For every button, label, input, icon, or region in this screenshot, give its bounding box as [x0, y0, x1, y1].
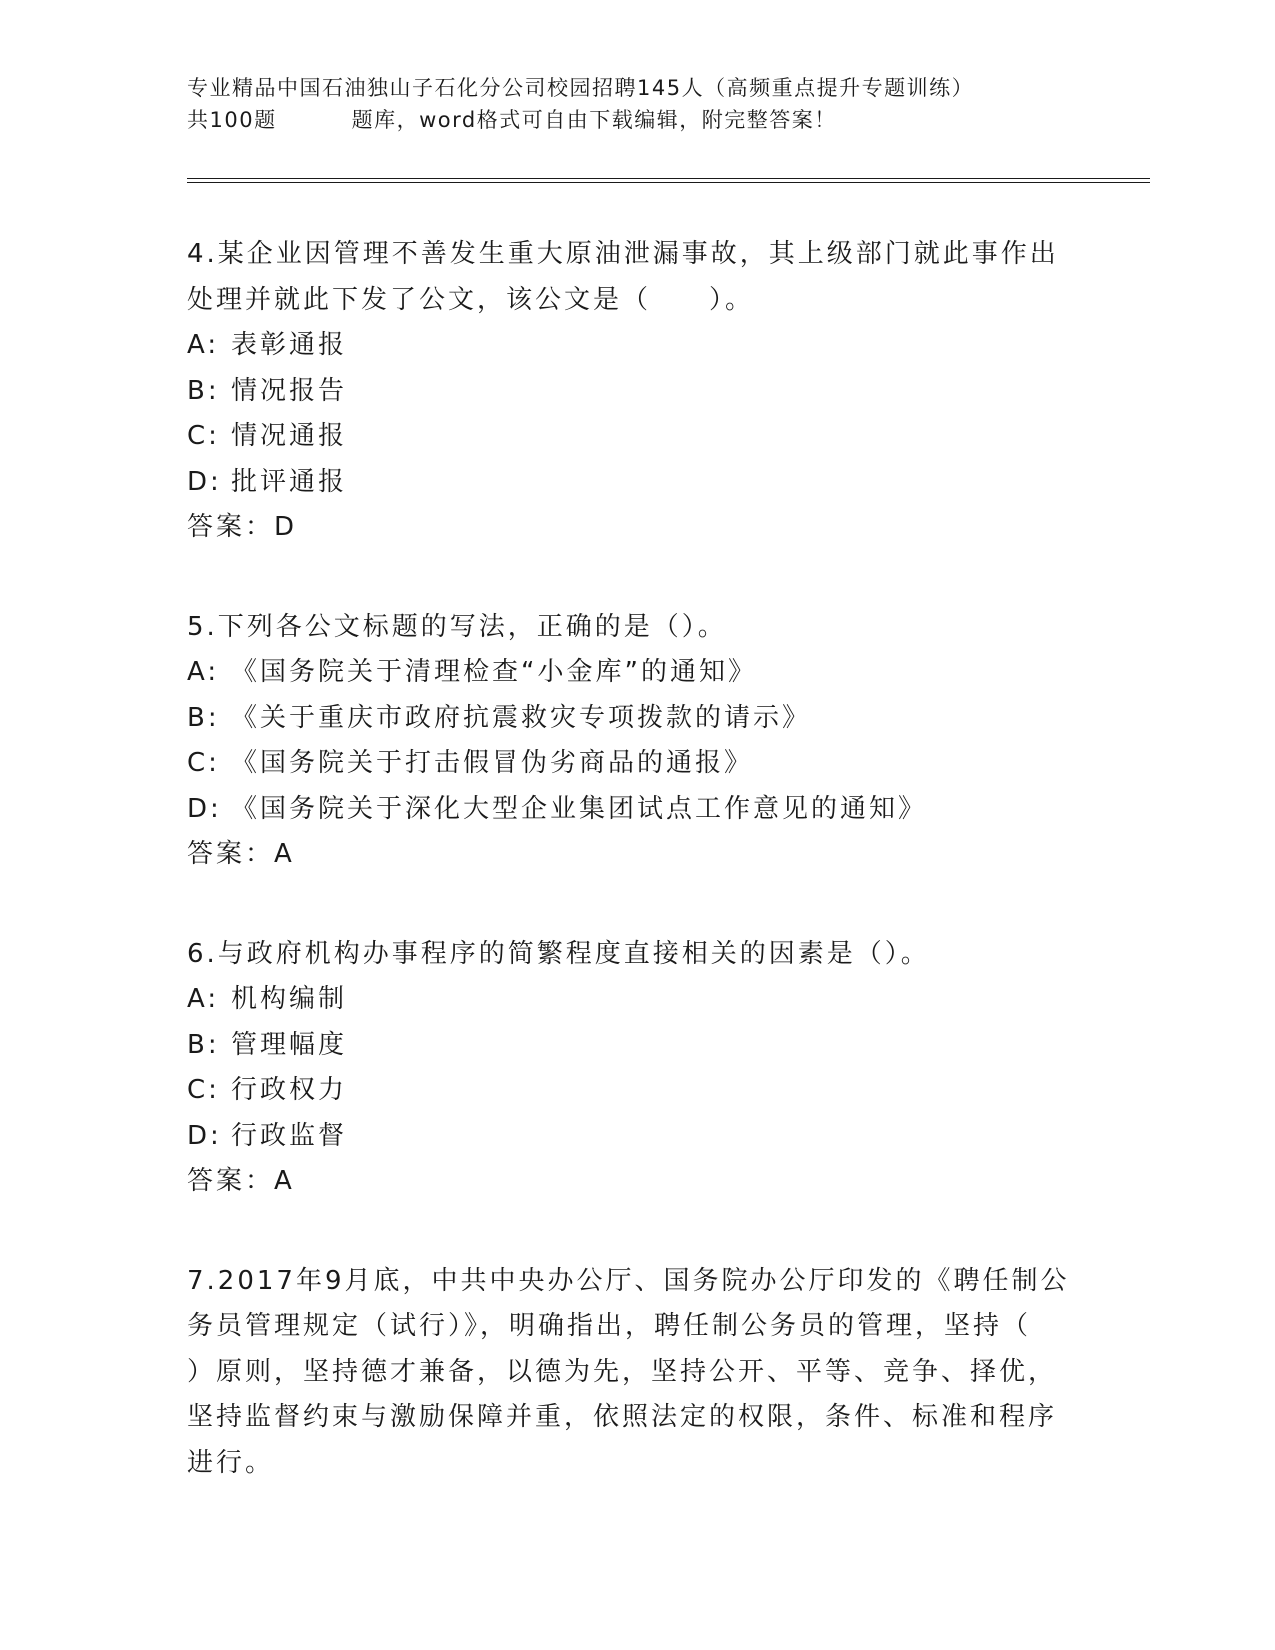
- option-text: 机构编制: [231, 984, 348, 1014]
- option-key: B:: [187, 375, 220, 406]
- option-text: 情况报告: [231, 375, 348, 406]
- question-stem-line: ）原则，坚持德才兼备，以德为先，坚持公开、平等、竞争、择优，: [187, 1356, 1058, 1387]
- option-text: 《国务院关于深化大型企业集团试点工作意见的通知》: [231, 793, 928, 824]
- option-c: [187, 741, 1087, 787]
- question-7: [187, 1259, 1087, 1487]
- option-c: [187, 414, 1087, 460]
- option-key: A:: [187, 984, 220, 1014]
- option-b: [187, 369, 1087, 415]
- option-text: 批评通报: [231, 466, 348, 497]
- option-text: 《国务院关于打击假冒伪劣商品的通报》: [231, 748, 754, 778]
- answer: 答案：D: [187, 512, 298, 542]
- option-text: 情况通报: [231, 421, 348, 451]
- option-text: 《关于重庆市政府抗震救灾专项拨款的请示》: [231, 702, 812, 733]
- option-key: D:: [187, 1120, 222, 1151]
- option-c: [187, 1068, 1087, 1114]
- question-stem: [187, 232, 1087, 323]
- header-divider-bottom: [187, 182, 1150, 183]
- option-text: 行政权力: [231, 1075, 348, 1105]
- question-list: [187, 232, 1087, 1486]
- header-divider-top: [187, 178, 1150, 179]
- question-stem-line: 处理并就此下发了公文，该公文是（ ）。: [187, 284, 755, 315]
- answer: 答案：A: [187, 1166, 295, 1196]
- option-key: B:: [187, 1029, 220, 1060]
- option-a: [187, 650, 1087, 696]
- option-text: 《国务院关于清理检查“小金库”的通知》: [231, 657, 757, 687]
- option-a: [187, 977, 1087, 1023]
- question-stem-line: 5.下列各公文标题的写法，正确的是（）。: [187, 611, 727, 642]
- header-subtitle: [187, 104, 1087, 136]
- option-key: D:: [187, 793, 222, 824]
- question-stem-line: 4.某企业因管理不善发生重大原油泄漏事故，其上级部门就此事作出: [187, 239, 1059, 269]
- option-key: A:: [187, 330, 220, 360]
- question-stem-line: 7.2017年9月底，中共中央办公厅、国务院办公厅印发的《聘任制公: [187, 1265, 1070, 1296]
- option-key: C:: [187, 421, 220, 451]
- option-d: [187, 460, 1087, 506]
- option-key: B:: [187, 702, 220, 733]
- option-a: [187, 323, 1087, 369]
- question-stem: [187, 1259, 1087, 1487]
- question-stem: [187, 605, 1087, 651]
- question-stem-line: 坚持监督约束与激励保障并重，依照法定的权限，条件、标准和程序: [187, 1402, 1058, 1432]
- question-5: [187, 605, 1087, 878]
- question-stem: [187, 932, 1087, 978]
- header-description: 题库，word格式可自由下载编辑，附完整答案！: [351, 108, 837, 132]
- answer: 答案：A: [187, 839, 295, 869]
- option-b: [187, 696, 1087, 742]
- option-text: 行政监督: [231, 1120, 348, 1151]
- question-6: [187, 932, 1087, 1205]
- option-key: C:: [187, 748, 220, 778]
- document-header: [187, 72, 1087, 136]
- option-text: 管理幅度: [231, 1029, 348, 1060]
- header-question-count: 共100题: [187, 108, 277, 132]
- option-key: C:: [187, 1075, 220, 1105]
- option-b: [187, 1023, 1087, 1069]
- header-title: 专业精品中国石油独山子石化分公司校园招聘145人（高频重点提升专题训练）: [187, 76, 975, 100]
- option-text: 表彰通报: [231, 330, 348, 360]
- question-stem-line: 进行。: [187, 1447, 275, 1478]
- question-stem-line: 6.与政府机构办事程序的简繁程度直接相关的因素是（）。: [187, 938, 930, 969]
- option-d: [187, 1114, 1087, 1160]
- question-4: [187, 232, 1087, 551]
- option-key: D:: [187, 466, 222, 497]
- option-key: A:: [187, 657, 220, 687]
- option-d: [187, 787, 1087, 833]
- question-stem-line: 务员管理规定（试行）》，明确指出，聘任制公务员的管理，坚持（: [187, 1311, 1032, 1341]
